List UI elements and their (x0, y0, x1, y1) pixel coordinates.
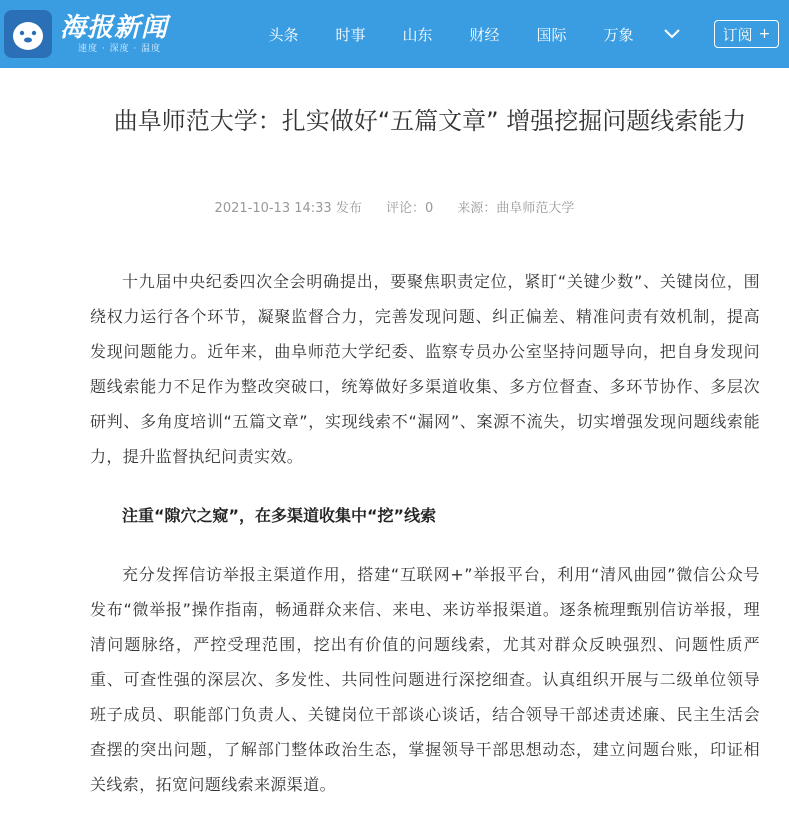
nav-item-shandong[interactable]: 山东 (402, 25, 433, 44)
article-title: 曲阜师范大学：扎实做好“五篇文章” 增强挖掘问题线索能力 (113, 107, 747, 135)
logo-text (60, 13, 168, 55)
article-paragraph: 充分发挥信访举报主渠道作用，搭建“互联网+”举报平台，利用“清风曲园”微信公众号发布“微举报”操作指南，畅通群众来信、来电、来访举报渠道。逐条梳理甄别信访举报，理清问题脉络，严控受理范围，挖出有价值的问题线索，尤其对群众反映强烈、问题性质严重、可查性强的深层次、多发性、共同性问题进行深挖细查。认真组织开展与二级单位领导班子成员、职能部门负责人、关键岗位干部谈心谈话，结合领导干部述责述廉、民主生活会查摆的突出问题，了解部门整体政治生态，掌握领导干部思想动态，建立问题台账，印证相关线索，拓宽问题线索来源渠道。 (90, 565, 760, 794)
nav-item-finance[interactable]: 财经 (469, 25, 500, 44)
comment-info[interactable] (386, 201, 433, 216)
comment-count: 0 (424, 201, 434, 216)
section-heading: 注重“隙穴之窥”，在多渠道收集中“挖”线索 (122, 506, 437, 525)
site-logo[interactable] (4, 8, 168, 60)
main-nav (250, 0, 692, 68)
chevron-down-icon[interactable] (652, 28, 692, 40)
publish-time: 2021-10-13 14:33 发布 (214, 201, 362, 216)
logo-title: 海报新闻 (60, 13, 169, 43)
nav-item-miscellany[interactable]: 万象 (603, 25, 634, 44)
plus-icon: + (758, 26, 771, 42)
nav-item-headlines[interactable]: 头条 (268, 25, 299, 44)
article-body (90, 264, 760, 802)
nav-item-current-affairs[interactable]: 时事 (335, 25, 366, 44)
article-meta (0, 197, 789, 216)
source-label: 来源： (457, 201, 497, 216)
comment-label: 评论： (385, 201, 425, 216)
article-paragraph: 十九届中央纪委四次全会明确提出，要聚焦职责定位，紧盯“关键少数”、关键岗位，围绕权力运行各个环节，凝聚监督合力，完善发现问题、纠正偏差、精准问责有效机制，提高发现问题能力。近年来，曲阜师范大学纪委、监察专员办公室坚持问题导向，把自身发现问题线索能力不足作为整改突破口，统筹做好多渠道收集、多方位督查、多环节协作、多层次研判、多角度培训“五篇文章”，实现线索不“漏网”、案源不流失，切实增强发现问题线索能力，提升监督执纪问责实效。 (90, 272, 760, 466)
subscribe-label: 订阅 (722, 25, 753, 44)
logo-slogan: 速度 · 深度 · 温度 (78, 44, 162, 54)
top-navigation-bar (0, 0, 789, 68)
source-info (457, 201, 574, 216)
source-name: 曲阜师范大学 (496, 201, 575, 216)
subscribe-button[interactable] (714, 20, 779, 48)
nav-item-international[interactable]: 国际 (536, 25, 567, 44)
seal-mascot-icon (4, 10, 52, 58)
